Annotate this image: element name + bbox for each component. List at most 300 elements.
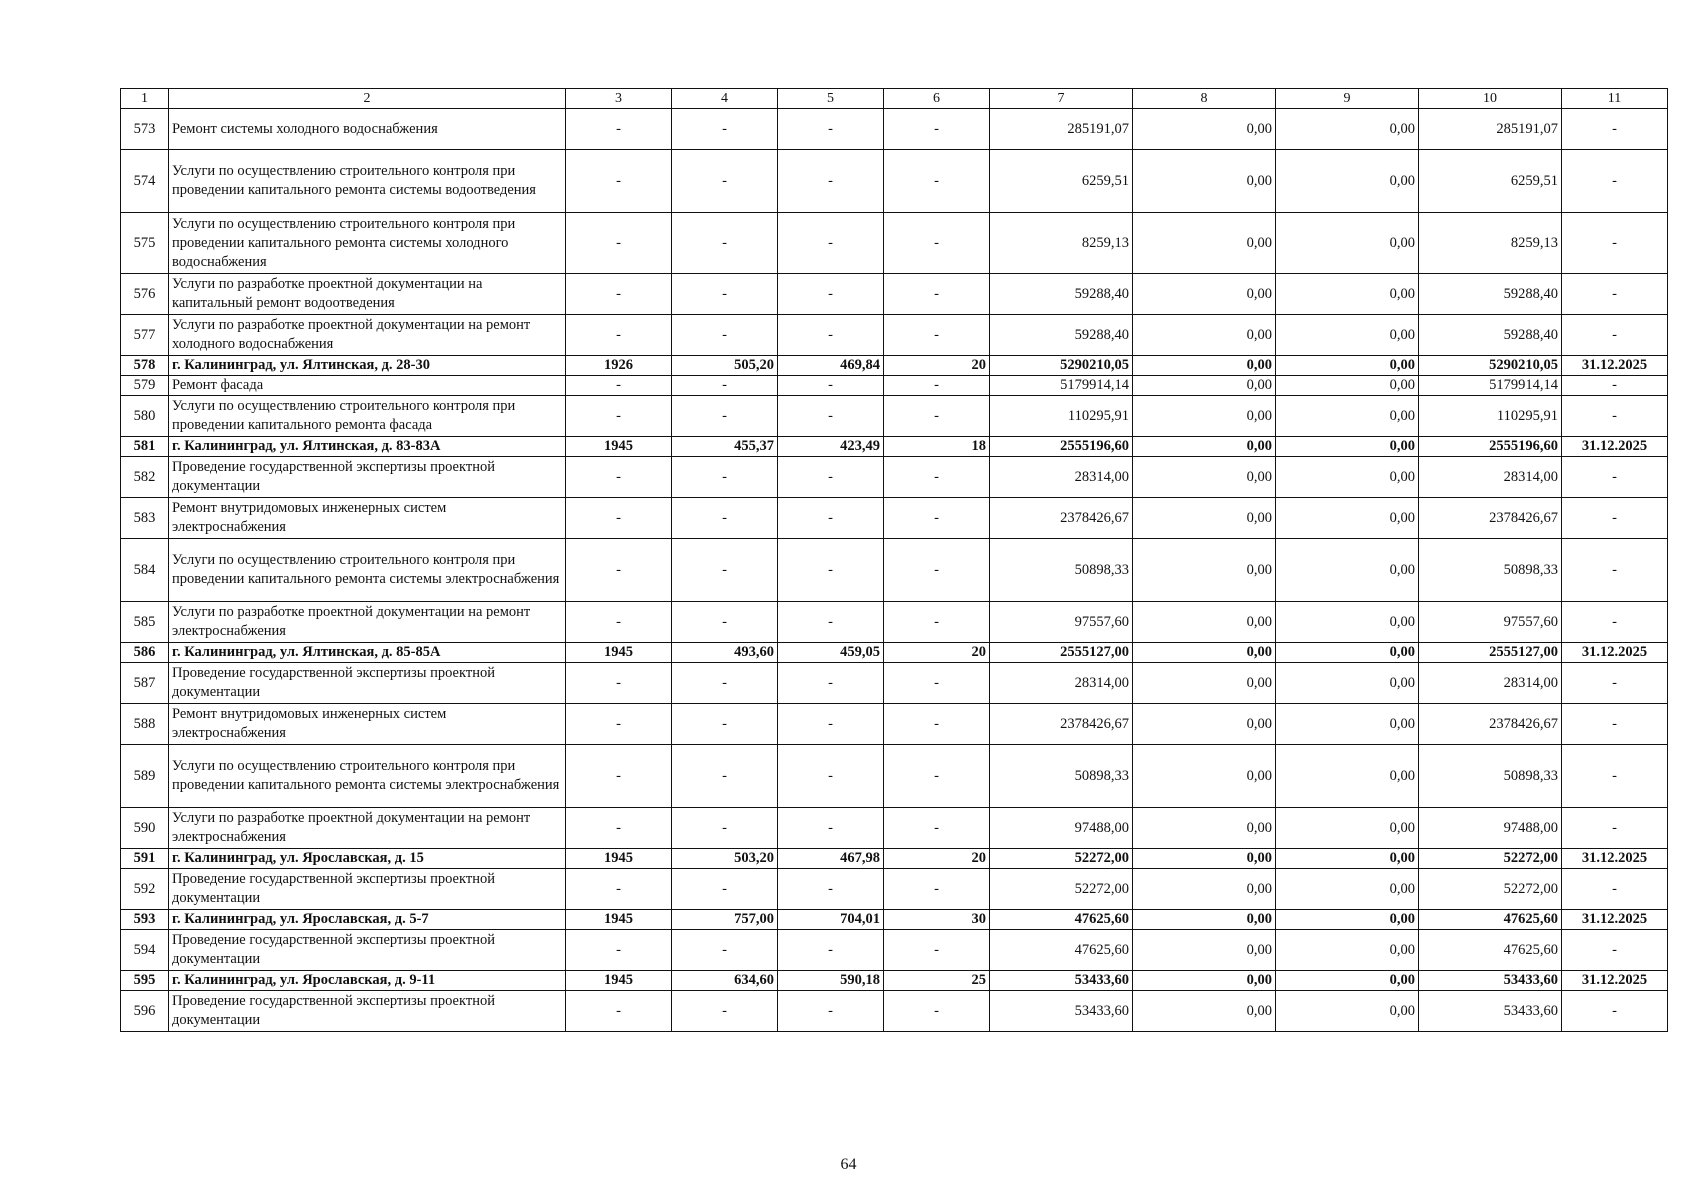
col9-value: 0,00 xyxy=(1276,457,1419,498)
col9-value: 0,00 xyxy=(1276,396,1419,437)
col7-value: 59288,40 xyxy=(990,274,1133,315)
col8-value: 0,00 xyxy=(1133,498,1276,539)
col7-value: 5290210,05 xyxy=(990,356,1133,376)
col10-value: 97488,00 xyxy=(1419,808,1562,849)
col3-value: - xyxy=(566,539,672,602)
col5-value: 704,01 xyxy=(778,910,884,930)
work-item-row xyxy=(121,109,1668,150)
col5-value: 459,05 xyxy=(778,643,884,663)
col6-value: - xyxy=(884,663,990,704)
work-item-row xyxy=(121,315,1668,356)
col5-value: - xyxy=(778,274,884,315)
col11-value: 31.12.2025 xyxy=(1562,910,1668,930)
col11-value: - xyxy=(1562,602,1668,643)
col10-value: 53433,60 xyxy=(1419,971,1562,991)
col10-value: 50898,33 xyxy=(1419,539,1562,602)
row-description: Услуги по осуществлению строительного контроля при проведении капитального ремонта фасада xyxy=(169,396,566,437)
row-number: 578 xyxy=(121,356,169,376)
row-description: Услуги по разработке проектной документации на капитальный ремонт водоотведения xyxy=(169,274,566,315)
row-description: Услуги по разработке проектной документации на ремонт холодного водоснабжения xyxy=(169,315,566,356)
col11-value: - xyxy=(1562,109,1668,150)
col4-value: - xyxy=(672,457,778,498)
col4-value: - xyxy=(672,498,778,539)
row-description: г. Калининград, ул. Ярославская, д. 5-7 xyxy=(169,910,566,930)
row-description: Услуги по осуществлению строительного контроля при проведении капитального ремонта системы электроснабжения xyxy=(169,745,566,808)
col11-value: - xyxy=(1562,745,1668,808)
col6-value: - xyxy=(884,869,990,910)
row-number: 579 xyxy=(121,376,169,396)
col3-value: 1945 xyxy=(566,971,672,991)
col7-value: 59288,40 xyxy=(990,315,1133,356)
row-number: 587 xyxy=(121,663,169,704)
column-header: 3 xyxy=(566,89,672,109)
row-number: 588 xyxy=(121,704,169,745)
col5-value: - xyxy=(778,150,884,213)
col11-value: - xyxy=(1562,808,1668,849)
row-number: 596 xyxy=(121,991,169,1032)
col9-value: 0,00 xyxy=(1276,991,1419,1032)
column-header: 6 xyxy=(884,89,990,109)
address-row xyxy=(121,437,1668,457)
col8-value: 0,00 xyxy=(1133,663,1276,704)
col10-value: 2378426,67 xyxy=(1419,704,1562,745)
col7-value: 47625,60 xyxy=(990,930,1133,971)
col3-value: - xyxy=(566,396,672,437)
work-item-row xyxy=(121,498,1668,539)
col7-value: 50898,33 xyxy=(990,539,1133,602)
col11-value: - xyxy=(1562,869,1668,910)
col7-value: 53433,60 xyxy=(990,991,1133,1032)
col10-value: 110295,91 xyxy=(1419,396,1562,437)
col9-value: 0,00 xyxy=(1276,971,1419,991)
col4-value: - xyxy=(672,991,778,1032)
col10-value: 52272,00 xyxy=(1419,849,1562,869)
row-number: 582 xyxy=(121,457,169,498)
col3-value: 1945 xyxy=(566,437,672,457)
row-description: Ремонт фасада xyxy=(169,376,566,396)
col11-value: - xyxy=(1562,396,1668,437)
col10-value: 52272,00 xyxy=(1419,869,1562,910)
col3-value: 1945 xyxy=(566,849,672,869)
col9-value: 0,00 xyxy=(1276,150,1419,213)
col6-value: - xyxy=(884,704,990,745)
col4-value: - xyxy=(672,213,778,274)
col5-value: 590,18 xyxy=(778,971,884,991)
col7-value: 2378426,67 xyxy=(990,498,1133,539)
row-number: 581 xyxy=(121,437,169,457)
column-header: 1 xyxy=(121,89,169,109)
col11-value: - xyxy=(1562,663,1668,704)
col5-value: - xyxy=(778,498,884,539)
col4-value: 503,20 xyxy=(672,849,778,869)
row-number: 573 xyxy=(121,109,169,150)
col11-value: - xyxy=(1562,376,1668,396)
row-description: Услуги по осуществлению строительного контроля при проведении капитального ремонта системы холодного водоснабжения xyxy=(169,213,566,274)
col7-value: 28314,00 xyxy=(990,457,1133,498)
col7-value: 285191,07 xyxy=(990,109,1133,150)
column-header: 4 xyxy=(672,89,778,109)
col6-value: - xyxy=(884,602,990,643)
col8-value: 0,00 xyxy=(1133,704,1276,745)
row-description: г. Калининград, ул. Ялтинская, д. 83-83А xyxy=(169,437,566,457)
column-header: 11 xyxy=(1562,89,1668,109)
col11-value: - xyxy=(1562,213,1668,274)
row-number: 575 xyxy=(121,213,169,274)
work-item-row xyxy=(121,213,1668,274)
col9-value: 0,00 xyxy=(1276,643,1419,663)
col7-value: 97488,00 xyxy=(990,808,1133,849)
col7-value: 52272,00 xyxy=(990,869,1133,910)
col11-value: - xyxy=(1562,991,1668,1032)
col4-value: - xyxy=(672,315,778,356)
col7-value: 2378426,67 xyxy=(990,704,1133,745)
col10-value: 50898,33 xyxy=(1419,745,1562,808)
col7-value: 50898,33 xyxy=(990,745,1133,808)
work-item-row xyxy=(121,704,1668,745)
col9-value: 0,00 xyxy=(1276,539,1419,602)
col7-value: 2555196,60 xyxy=(990,437,1133,457)
col8-value: 0,00 xyxy=(1133,396,1276,437)
row-number: 595 xyxy=(121,971,169,991)
col5-value: - xyxy=(778,663,884,704)
col10-value: 2555196,60 xyxy=(1419,437,1562,457)
row-number: 583 xyxy=(121,498,169,539)
col6-value: - xyxy=(884,808,990,849)
col3-value: - xyxy=(566,930,672,971)
row-number: 586 xyxy=(121,643,169,663)
col4-value: - xyxy=(672,274,778,315)
col3-value: 1945 xyxy=(566,910,672,930)
col7-value: 5179914,14 xyxy=(990,376,1133,396)
row-description: г. Калининград, ул. Ярославская, д. 9-11 xyxy=(169,971,566,991)
row-number: 589 xyxy=(121,745,169,808)
col8-value: 0,00 xyxy=(1133,971,1276,991)
row-number: 577 xyxy=(121,315,169,356)
row-number: 592 xyxy=(121,869,169,910)
col10-value: 47625,60 xyxy=(1419,930,1562,971)
address-row xyxy=(121,910,1668,930)
col5-value: - xyxy=(778,991,884,1032)
col6-value: - xyxy=(884,991,990,1032)
col9-value: 0,00 xyxy=(1276,437,1419,457)
col9-value: 0,00 xyxy=(1276,213,1419,274)
row-description: г. Калининград, ул. Ялтинская, д. 85-85А xyxy=(169,643,566,663)
address-row xyxy=(121,971,1668,991)
col4-value: 493,60 xyxy=(672,643,778,663)
col6-value: - xyxy=(884,539,990,602)
work-item-row xyxy=(121,539,1668,602)
page-number: 64 xyxy=(840,1156,857,1173)
col9-value: 0,00 xyxy=(1276,109,1419,150)
col9-value: 0,00 xyxy=(1276,869,1419,910)
col3-value: 1926 xyxy=(566,356,672,376)
row-description: Услуги по осуществлению строительного контроля при проведении капитального ремонта системы электроснабжения xyxy=(169,539,566,602)
col10-value: 28314,00 xyxy=(1419,457,1562,498)
row-description: г. Калининград, ул. Ялтинская, д. 28-30 xyxy=(169,356,566,376)
col4-value: - xyxy=(672,869,778,910)
col10-value: 8259,13 xyxy=(1419,213,1562,274)
col7-value: 2555127,00 xyxy=(990,643,1133,663)
col6-value: 20 xyxy=(884,849,990,869)
work-item-row xyxy=(121,457,1668,498)
row-number: 594 xyxy=(121,930,169,971)
repair-program-table xyxy=(120,88,1668,1032)
col5-value: 423,49 xyxy=(778,437,884,457)
address-row xyxy=(121,356,1668,376)
col4-value: - xyxy=(672,745,778,808)
work-item-row xyxy=(121,663,1668,704)
row-number: 576 xyxy=(121,274,169,315)
col4-value: 455,37 xyxy=(672,437,778,457)
row-description: Услуги по осуществлению строительного контроля при проведении капитального ремонта системы водоотведения xyxy=(169,150,566,213)
col3-value: - xyxy=(566,704,672,745)
col5-value: - xyxy=(778,602,884,643)
col10-value: 285191,07 xyxy=(1419,109,1562,150)
col8-value: 0,00 xyxy=(1133,849,1276,869)
col9-value: 0,00 xyxy=(1276,704,1419,745)
col6-value: 20 xyxy=(884,643,990,663)
col5-value: - xyxy=(778,930,884,971)
row-description: Услуги по разработке проектной документации на ремонт электроснабжения xyxy=(169,602,566,643)
col10-value: 2378426,67 xyxy=(1419,498,1562,539)
col4-value: - xyxy=(672,704,778,745)
col3-value: - xyxy=(566,315,672,356)
col11-value: - xyxy=(1562,704,1668,745)
col8-value: 0,00 xyxy=(1133,869,1276,910)
col9-value: 0,00 xyxy=(1276,745,1419,808)
col5-value: 467,98 xyxy=(778,849,884,869)
row-number: 585 xyxy=(121,602,169,643)
col9-value: 0,00 xyxy=(1276,602,1419,643)
col11-value: 31.12.2025 xyxy=(1562,356,1668,376)
column-header: 9 xyxy=(1276,89,1419,109)
col10-value: 97557,60 xyxy=(1419,602,1562,643)
col4-value: - xyxy=(672,808,778,849)
work-item-row xyxy=(121,930,1668,971)
row-number: 591 xyxy=(121,849,169,869)
work-item-row xyxy=(121,376,1668,396)
column-header: 8 xyxy=(1133,89,1276,109)
row-description: Проведение государственной экспертизы проектной документации xyxy=(169,869,566,910)
col8-value: 0,00 xyxy=(1133,376,1276,396)
col6-value: - xyxy=(884,930,990,971)
work-item-row xyxy=(121,869,1668,910)
col8-value: 0,00 xyxy=(1133,274,1276,315)
col9-value: 0,00 xyxy=(1276,849,1419,869)
col10-value: 5179914,14 xyxy=(1419,376,1562,396)
col4-value: - xyxy=(672,930,778,971)
col7-value: 8259,13 xyxy=(990,213,1133,274)
column-header: 10 xyxy=(1419,89,1562,109)
col8-value: 0,00 xyxy=(1133,315,1276,356)
col7-value: 53433,60 xyxy=(990,971,1133,991)
col11-value: 31.12.2025 xyxy=(1562,643,1668,663)
col9-value: 0,00 xyxy=(1276,808,1419,849)
work-item-row xyxy=(121,808,1668,849)
row-description: Ремонт внутридомовых инженерных систем электроснабжения xyxy=(169,498,566,539)
row-number: 590 xyxy=(121,808,169,849)
row-number: 584 xyxy=(121,539,169,602)
work-item-row xyxy=(121,396,1668,437)
col4-value: - xyxy=(672,376,778,396)
col8-value: 0,00 xyxy=(1133,109,1276,150)
column-header: 2 xyxy=(169,89,566,109)
col6-value: - xyxy=(884,396,990,437)
col10-value: 2555127,00 xyxy=(1419,643,1562,663)
col4-value: - xyxy=(672,150,778,213)
col3-value: - xyxy=(566,991,672,1032)
col3-value: - xyxy=(566,457,672,498)
col3-value: - xyxy=(566,213,672,274)
col8-value: 0,00 xyxy=(1133,808,1276,849)
row-description: Проведение государственной экспертизы проектной документации xyxy=(169,991,566,1032)
col6-value: 20 xyxy=(884,356,990,376)
col10-value: 53433,60 xyxy=(1419,991,1562,1032)
col3-value: - xyxy=(566,663,672,704)
col10-value: 28314,00 xyxy=(1419,663,1562,704)
col6-value: 25 xyxy=(884,971,990,991)
address-row xyxy=(121,643,1668,663)
col4-value: - xyxy=(672,539,778,602)
col4-value: 757,00 xyxy=(672,910,778,930)
col6-value: - xyxy=(884,150,990,213)
col6-value: - xyxy=(884,457,990,498)
col3-value: 1945 xyxy=(566,643,672,663)
col11-value: - xyxy=(1562,457,1668,498)
col5-value: - xyxy=(778,457,884,498)
col10-value: 5290210,05 xyxy=(1419,356,1562,376)
col9-value: 0,00 xyxy=(1276,910,1419,930)
col10-value: 59288,40 xyxy=(1419,274,1562,315)
col5-value: - xyxy=(778,109,884,150)
col9-value: 0,00 xyxy=(1276,315,1419,356)
col6-value: - xyxy=(884,274,990,315)
row-number: 593 xyxy=(121,910,169,930)
col7-value: 110295,91 xyxy=(990,396,1133,437)
col11-value: - xyxy=(1562,539,1668,602)
col7-value: 28314,00 xyxy=(990,663,1133,704)
row-description: Ремонт системы холодного водоснабжения xyxy=(169,109,566,150)
col3-value: - xyxy=(566,376,672,396)
col11-value: 31.12.2025 xyxy=(1562,437,1668,457)
col8-value: 0,00 xyxy=(1133,745,1276,808)
col3-value: - xyxy=(566,869,672,910)
col8-value: 0,00 xyxy=(1133,643,1276,663)
col5-value: 469,84 xyxy=(778,356,884,376)
row-number: 574 xyxy=(121,150,169,213)
col6-value: 18 xyxy=(884,437,990,457)
col11-value: - xyxy=(1562,274,1668,315)
col11-value: 31.12.2025 xyxy=(1562,849,1668,869)
col3-value: - xyxy=(566,498,672,539)
col8-value: 0,00 xyxy=(1133,150,1276,213)
col11-value: 31.12.2025 xyxy=(1562,971,1668,991)
column-number-row xyxy=(121,89,1668,109)
work-item-row xyxy=(121,602,1668,643)
col9-value: 0,00 xyxy=(1276,376,1419,396)
col7-value: 47625,60 xyxy=(990,910,1133,930)
work-item-row xyxy=(121,274,1668,315)
col6-value: - xyxy=(884,376,990,396)
col3-value: - xyxy=(566,274,672,315)
col5-value: - xyxy=(778,396,884,437)
col10-value: 6259,51 xyxy=(1419,150,1562,213)
col4-value: - xyxy=(672,663,778,704)
col6-value: - xyxy=(884,315,990,356)
col8-value: 0,00 xyxy=(1133,457,1276,498)
col11-value: - xyxy=(1562,930,1668,971)
address-row xyxy=(121,849,1668,869)
col7-value: 97557,60 xyxy=(990,602,1133,643)
col11-value: - xyxy=(1562,315,1668,356)
col6-value: 30 xyxy=(884,910,990,930)
row-description: Ремонт внутридомовых инженерных систем электроснабжения xyxy=(169,704,566,745)
row-description: Проведение государственной экспертизы проектной документации xyxy=(169,663,566,704)
col3-value: - xyxy=(566,602,672,643)
col9-value: 0,00 xyxy=(1276,498,1419,539)
row-description: Проведение государственной экспертизы проектной документации xyxy=(169,457,566,498)
col11-value: - xyxy=(1562,150,1668,213)
col5-value: - xyxy=(778,808,884,849)
col6-value: - xyxy=(884,498,990,539)
col7-value: 52272,00 xyxy=(990,849,1133,869)
col3-value: - xyxy=(566,109,672,150)
column-header: 7 xyxy=(990,89,1133,109)
col8-value: 0,00 xyxy=(1133,356,1276,376)
col5-value: - xyxy=(778,539,884,602)
col3-value: - xyxy=(566,808,672,849)
col9-value: 0,00 xyxy=(1276,930,1419,971)
col6-value: - xyxy=(884,109,990,150)
col3-value: - xyxy=(566,745,672,808)
col9-value: 0,00 xyxy=(1276,356,1419,376)
col8-value: 0,00 xyxy=(1133,539,1276,602)
col8-value: 0,00 xyxy=(1133,602,1276,643)
work-item-row xyxy=(121,150,1668,213)
col5-value: - xyxy=(778,745,884,808)
work-item-row xyxy=(121,991,1668,1032)
col5-value: - xyxy=(778,704,884,745)
col5-value: - xyxy=(778,315,884,356)
row-description: Проведение государственной экспертизы проектной документации xyxy=(169,930,566,971)
col4-value: 634,60 xyxy=(672,971,778,991)
col8-value: 0,00 xyxy=(1133,437,1276,457)
col8-value: 0,00 xyxy=(1133,930,1276,971)
col7-value: 6259,51 xyxy=(990,150,1133,213)
col5-value: - xyxy=(778,869,884,910)
col10-value: 47625,60 xyxy=(1419,910,1562,930)
col11-value: - xyxy=(1562,498,1668,539)
col6-value: - xyxy=(884,213,990,274)
col4-value: - xyxy=(672,602,778,643)
col5-value: - xyxy=(778,213,884,274)
col9-value: 0,00 xyxy=(1276,274,1419,315)
col4-value: - xyxy=(672,109,778,150)
work-item-row xyxy=(121,745,1668,808)
col4-value: - xyxy=(672,396,778,437)
col4-value: 505,20 xyxy=(672,356,778,376)
column-header: 5 xyxy=(778,89,884,109)
col5-value: - xyxy=(778,376,884,396)
row-description: Услуги по разработке проектной документации на ремонт электроснабжения xyxy=(169,808,566,849)
col6-value: - xyxy=(884,745,990,808)
col8-value: 0,00 xyxy=(1133,213,1276,274)
col8-value: 0,00 xyxy=(1133,910,1276,930)
row-number: 580 xyxy=(121,396,169,437)
row-description: г. Калининград, ул. Ярославская, д. 15 xyxy=(169,849,566,869)
col10-value: 59288,40 xyxy=(1419,315,1562,356)
col8-value: 0,00 xyxy=(1133,991,1276,1032)
